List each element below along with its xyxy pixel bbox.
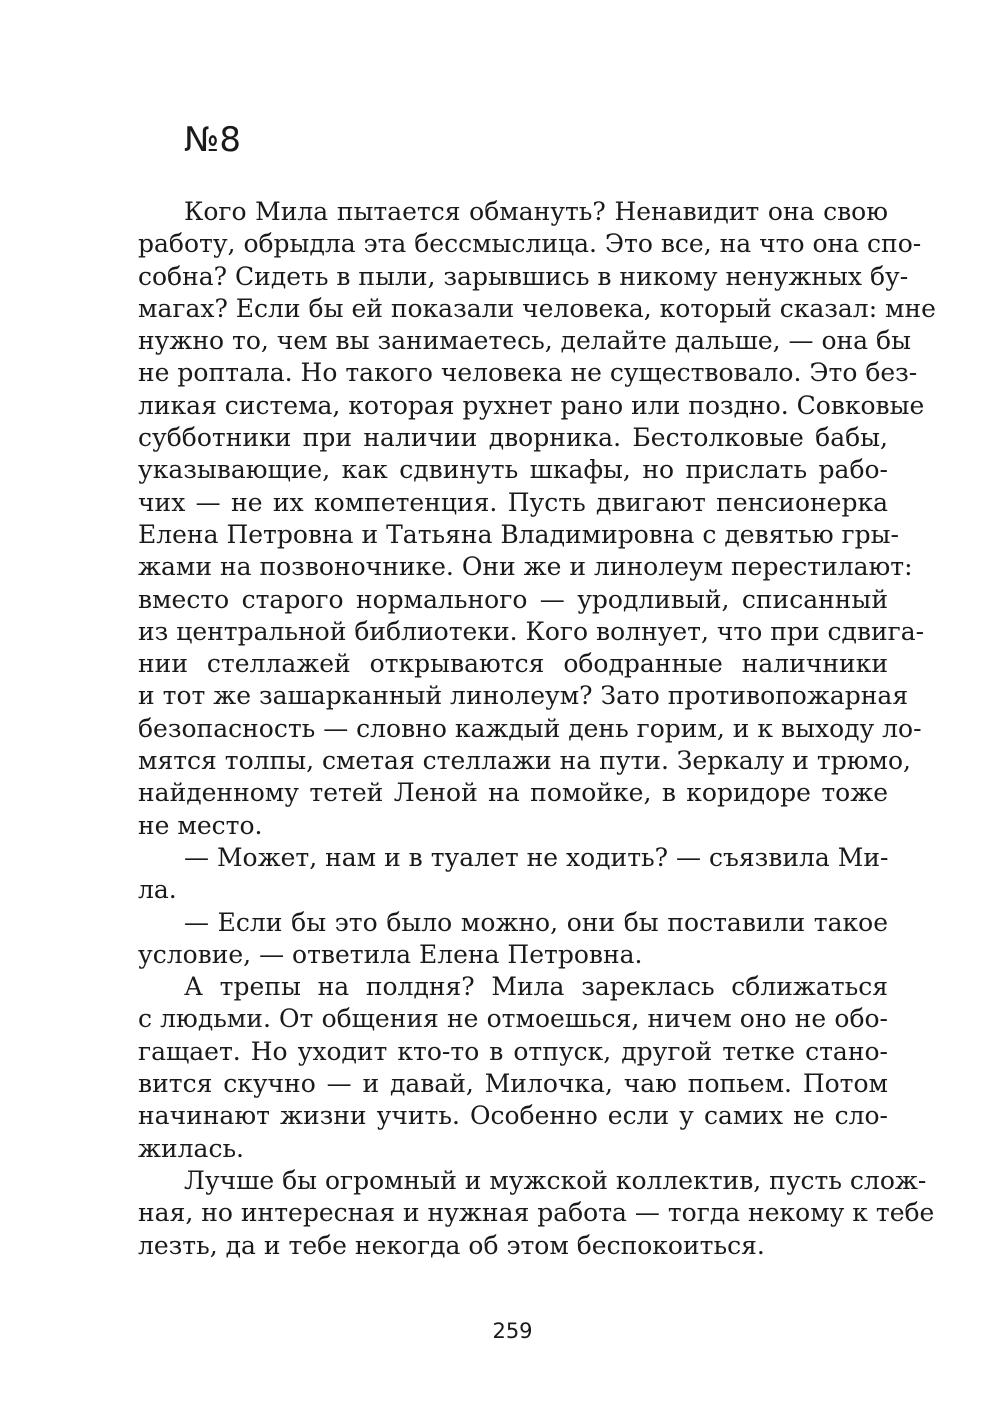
paragraph [138,971,888,1165]
text-line: — Если бы это было можно, они бы поставили такое [184,907,888,937]
text-line: нии стеллажей открываются ободранные наличники [138,649,888,679]
text-line: лезть, да и тебе некогда об этом беспокоиться. [138,1230,765,1260]
text-line: начинают жизни учить. Особенно если у самих не сло- [138,1101,888,1131]
text-line: работу, обрыдла эта бессмыслица. Это все, на что она спо- [138,229,922,259]
paragraph [138,842,888,907]
text-line: безопасность — словно каждый день горим, и к выходу ло- [138,713,922,743]
text-line: Елена Петровна и Татьяна Владимировна с девятью гры- [138,519,899,549]
page-number: 259 [492,1319,533,1343]
text-line: мятся толпы, сметая стеллажи на пути. Зеркалу и трюмо, [138,746,911,776]
paragraph [138,196,936,842]
text-line: найденному тетей Леной на помойке, в коридоре тоже [138,778,888,808]
text-line: субботники при наличии дворника. Бестолковые бабы, [138,423,888,453]
text-line: А трепы на полдня? Мила зареклась сближаться [184,972,888,1002]
body-text [138,196,936,1262]
text-line: с людьми. От общения не отмоешься, ничем оно не обо- [138,1004,888,1034]
text-line: указывающие, как сдвинуть шкафы, но прислать рабо- [138,455,888,485]
text-line: Лучше бы огромный и мужской коллектив, пусть слож- [184,1165,927,1195]
chapter-title: №8 [184,120,241,160]
text-line: чих — не их компетенция. Пусть двигают пенсионерка [138,487,888,517]
text-line: вместо старого нормального — уродливый, списанный [138,584,888,614]
paragraph [138,907,888,972]
text-line: и тот же зашарканный линолеум? Зато противопожарная [138,681,909,711]
text-line: жами на позвоночнике. Они же и линолеум перестилают: [138,552,913,582]
text-line: ла. [138,875,177,905]
text-line: магах? Если бы ей показали человека, который сказал: мне [138,293,936,323]
text-line: не роптала. Но такого человека не существовало. Это без- [138,358,918,388]
paragraph [138,1165,935,1262]
text-line: собна? Сидеть в пыли, зарывшись в никому ненужных бу- [138,261,909,291]
text-line: — Может, нам и в туалет не ходить? — съязвила Ми- [184,842,889,872]
text-line: не место. [138,810,263,840]
text-line: из центральной библиотеки. Кого волнует, что при сдвига- [138,616,925,646]
text-line: жилась. [138,1133,245,1163]
text-line: ная, но интересная и нужная работа — тогда некому к тебе [138,1198,935,1228]
text-line: Кого Мила пытается обмануть? Ненавидит она свою [184,197,888,226]
text-line: гащает. Но уходит кто-то в отпуск, другой тетке стано- [138,1036,888,1066]
text-line: ликая система, которая рухнет рано или поздно. Совковые [138,390,925,420]
text-line: условие, — ответила Елена Петровна. [138,939,643,969]
text-line: нужно то, чем вы занимаетесь, делайте дальше, — она бы [138,326,911,356]
text-line: вится скучно — и давай, Милочка, чаю попьем. Потом [138,1069,888,1099]
